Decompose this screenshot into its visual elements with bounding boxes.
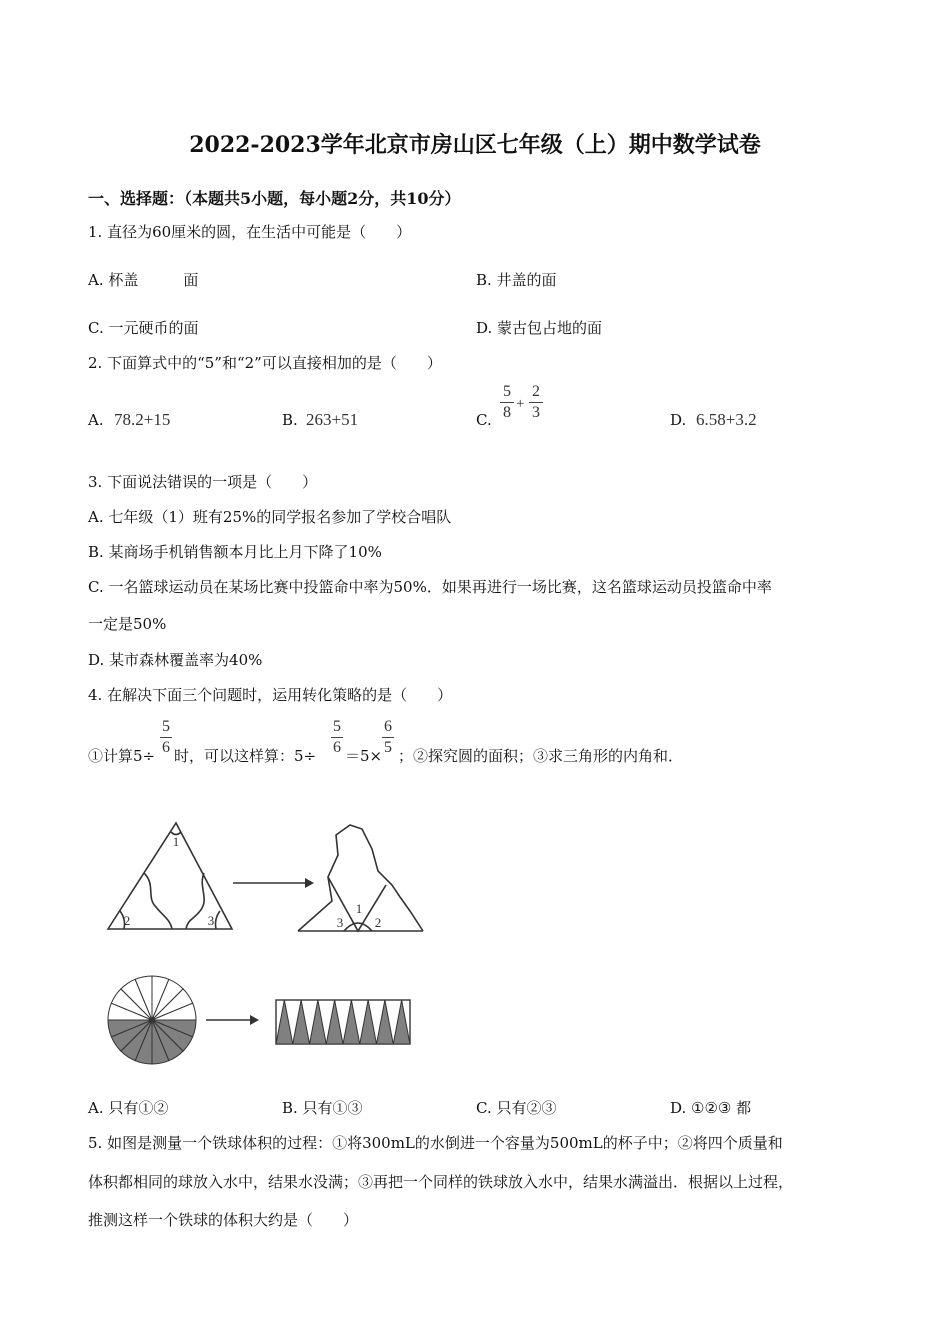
q2-fraction-5-8 <box>500 383 514 422</box>
q4-line-part-d: ；②探究圆的面积；③求三角形的内角和． <box>398 747 684 765</box>
angle-label-1-moved: 1 <box>355 901 363 916</box>
question-4-stem: 4. 在解决下面三个问题时，运用转化策略的是（ ） <box>88 686 453 704</box>
tear-line-right <box>186 873 204 929</box>
q4-line-part-b: 时，可以这样算：5÷ <box>174 747 317 765</box>
q4-f1-numerator: 5 <box>162 718 170 735</box>
q4-f3-denominator: 5 <box>384 739 392 756</box>
question-5-line-2: 体积都相同的球放入水中，结果水没满；③再把一个同样的铁球放入水中，结果水满溢出．根据以上过程， <box>88 1173 794 1191</box>
q2-option-d-expr: 6.58+3.2 <box>696 410 757 429</box>
q2-f1-denominator: 8 <box>503 404 511 421</box>
question-3-stem: 3. 下面说法错误的一项是（ ） <box>88 473 318 491</box>
q4-line-part-c: ＝5× <box>345 747 383 765</box>
q3-option-c-cont: 一定是50% <box>88 615 167 633</box>
page-title: 2022-2023学年北京市房山区七年级（上）期中数学试卷 <box>189 132 761 158</box>
q2-option-a-label[interactable]: A. <box>88 411 104 429</box>
q2-f2-numerator: 2 <box>532 383 540 400</box>
q4-fraction-3 <box>382 718 394 757</box>
angle-label-1: 1 <box>172 834 180 849</box>
q2-f1-numerator: 5 <box>503 383 511 400</box>
question-1-stem: 1. 直径为60厘米的圆，在生活中可能是（ ） <box>88 223 412 241</box>
circle-area-figure <box>100 972 420 1072</box>
q3-option-b[interactable]: B. 某商场手机销售额本月比上月下降了10% <box>88 543 382 561</box>
q4-f2-numerator: 5 <box>333 718 341 735</box>
q3-option-c[interactable]: C. 一名篮球运动员在某场比赛中投篮命中率为50%．如果再进行一场比赛，这名篮球运动员投篮命中率 <box>88 578 772 596</box>
sectored-circle <box>108 976 196 1064</box>
q4-fraction-1 <box>160 718 172 757</box>
q2-plus-sign: + <box>516 396 525 412</box>
q4-option-b[interactable]: B. 只有①③ <box>282 1099 363 1117</box>
q4-f1-denominator: 6 <box>162 739 170 756</box>
arrow-head <box>305 878 314 888</box>
triangle-transform-figure <box>100 815 440 940</box>
q2-option-c-label[interactable]: C. <box>476 411 492 429</box>
q1-option-a[interactable]: A. 杯盖 面 <box>88 271 199 289</box>
q2-option-d-label[interactable]: D. <box>670 411 687 429</box>
angle-label-2-moved: 2 <box>374 915 382 930</box>
tear-line-left <box>144 873 172 929</box>
angle-label-3: 3 <box>207 913 215 928</box>
angle-label-2: 2 <box>123 913 131 928</box>
q4-option-a[interactable]: A. 只有①② <box>88 1099 169 1117</box>
q4-line-part-a: ①计算5÷ <box>88 747 156 765</box>
q1-option-b[interactable]: B. 井盖的面 <box>476 271 557 289</box>
q4-option-d[interactable]: D. ①②③ 都 <box>670 1099 752 1117</box>
q2-fraction-2-3 <box>529 383 543 422</box>
q3-option-a[interactable]: A. 七年级（1）班有25%的同学报名参加了学校合唱队 <box>88 508 452 526</box>
q4-option-c[interactable]: C. 只有②③ <box>476 1099 557 1117</box>
section-heading: 一、选择题：（本题共5小题，每小题2分，共10分） <box>88 189 461 208</box>
q2-option-b-label[interactable]: B. <box>282 411 298 429</box>
q1-option-c[interactable]: C. 一元硬币的面 <box>88 319 199 337</box>
q4-f3-numerator: 6 <box>384 718 392 735</box>
q3-option-d[interactable]: D. 某市森林覆盖率为40% <box>88 651 263 669</box>
rearranged-rectangle <box>276 1000 410 1044</box>
q1-option-d[interactable]: D. 蒙古包占地的面 <box>476 319 603 337</box>
q4-fraction-2 <box>331 718 343 757</box>
q2-option-b-expr: 263+51 <box>306 410 359 429</box>
arrow-head-2 <box>250 1015 259 1025</box>
q2-option-a-expr: 78.2+15 <box>114 410 171 429</box>
q2-f2-denominator: 3 <box>532 404 540 421</box>
question-2-stem: 2. 下面算式中的“5”和“2”可以直接相加的是（ ） <box>88 354 442 372</box>
angle-label-3-moved: 3 <box>336 915 344 930</box>
q4-f2-denominator: 6 <box>333 739 341 756</box>
question-5-line-1: 5. 如图是测量一个铁球体积的过程：①将300mL的水倒进一个容量为500mL的杯子中；②将四个质量和 <box>88 1134 783 1152</box>
angle-arc-3 <box>216 911 221 929</box>
question-5-line-3: 推测这样一个铁球的体积大约是（ ） <box>88 1211 359 1229</box>
